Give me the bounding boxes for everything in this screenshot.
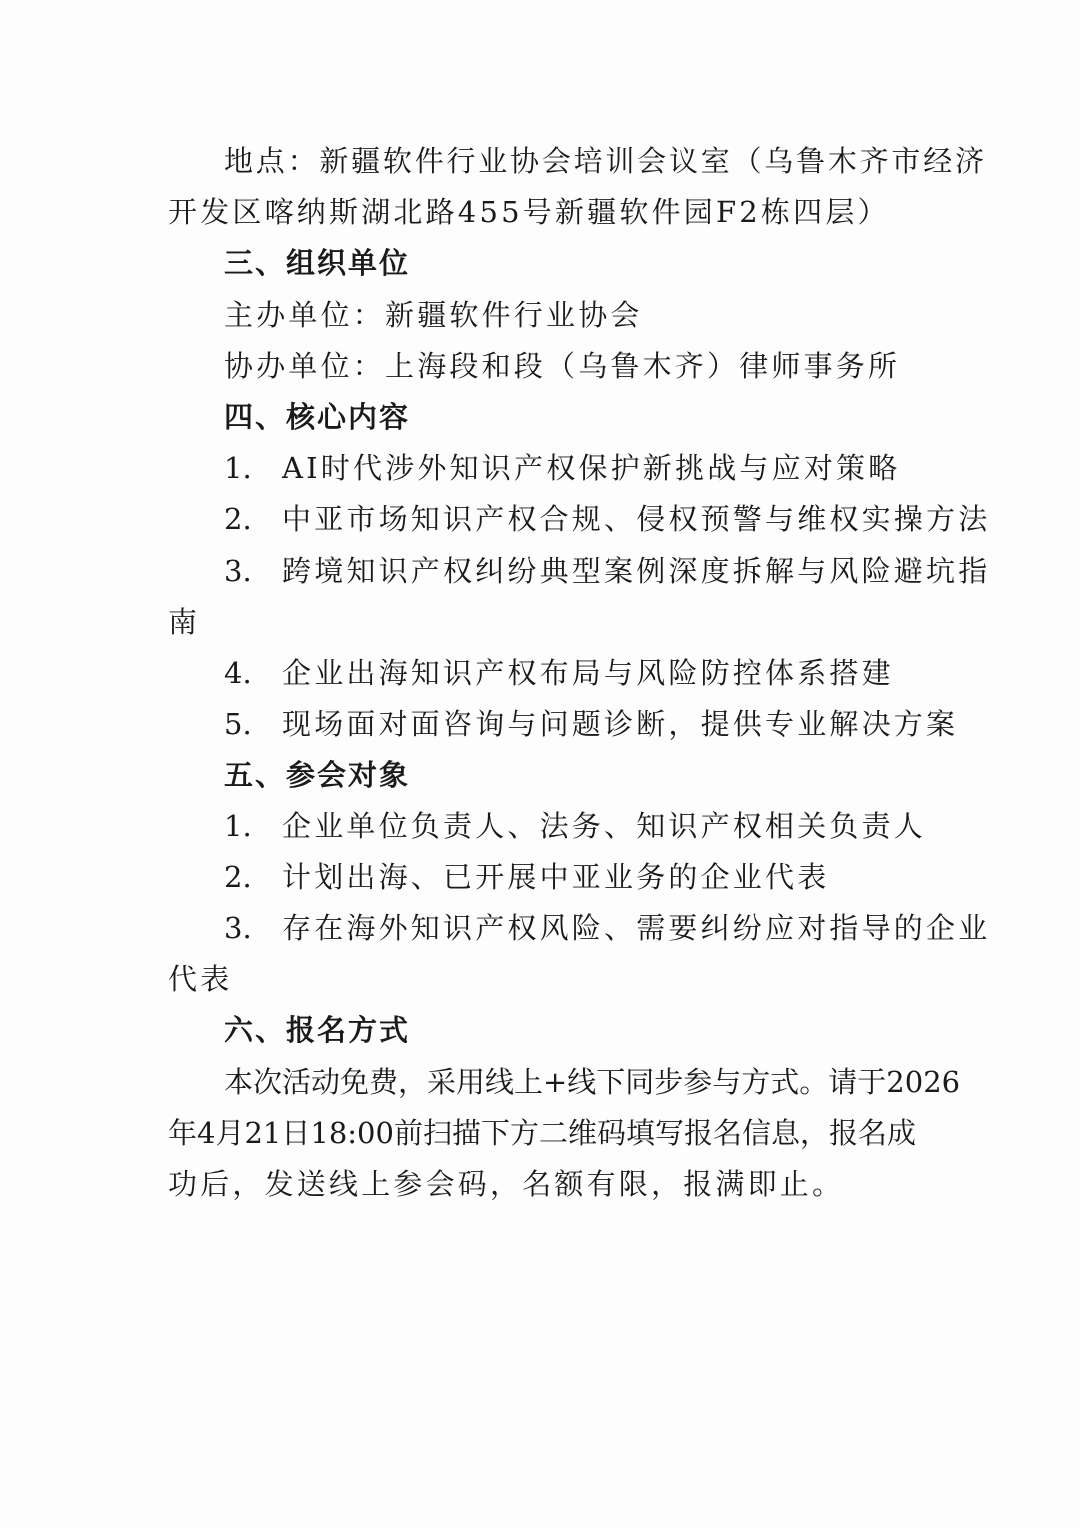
section-4-heading: 四、核心内容 [224, 400, 411, 434]
host-organizer: 主办单位：新疆软件行业协会 [224, 298, 643, 332]
item-number: 2. [224, 860, 252, 894]
location-line-2: 开发区喀纳斯湖北路455号新疆软件园F2栋四层） [168, 195, 890, 229]
content-item-3-continued: 南 [168, 605, 201, 639]
audience-item-2 [224, 852, 984, 903]
audience-item-1 [224, 801, 984, 852]
item-number: 3. [224, 554, 252, 588]
registration-line-1: 本次活动免费，采用线上+线下同步参与方式。请于2026 [224, 1065, 961, 1099]
item-number: 5. [224, 707, 252, 741]
content-item-2 [224, 494, 991, 545]
item-number: 1. [224, 809, 252, 843]
item-text: 存在海外知识产权风险、需要纠纷应对指导的企业 [282, 911, 991, 945]
content-item-5 [224, 699, 984, 750]
content-item-1 [224, 443, 984, 494]
item-text: AI时代涉外知识产权保护新挑战与应对策略 [282, 451, 901, 485]
section-3-heading: 三、组织单位 [224, 246, 411, 280]
location-line-1: 地点：新疆软件行业协会培训会议室（乌鲁木齐市经济 [224, 144, 984, 178]
item-text: 跨境知识产权纠纷典型案例深度拆解与风险避坑指 [282, 554, 991, 588]
audience-item-3-continued: 代表 [168, 962, 233, 996]
item-text: 企业单位负责人、法务、知识产权相关负责人 [282, 809, 927, 843]
item-number: 1. [224, 451, 252, 485]
item-number: 4. [224, 656, 252, 690]
item-text: 计划出海、已开展中亚业务的企业代表 [282, 860, 830, 894]
content-item-4 [224, 648, 984, 699]
section-5-heading: 五、参会对象 [224, 758, 411, 792]
item-text: 现场面对面咨询与问题诊断，提供专业解决方案 [282, 707, 959, 741]
item-text: 企业出海知识产权布局与风险防控体系搭建 [282, 656, 894, 690]
registration-line-2: 年4月21日18:00前扫描下方二维码填写报名信息，报名成 [168, 1116, 916, 1150]
item-text: 中亚市场知识产权合规、侵权预警与维权实操方法 [282, 502, 991, 536]
item-number: 2. [224, 502, 252, 536]
co-organizer: 协办单位：上海段和段（乌鲁木齐）律师事务所 [224, 349, 901, 383]
section-6-heading: 六、报名方式 [224, 1013, 411, 1047]
content-item-3 [224, 546, 991, 597]
registration-line-3: 功后，发送线上参会码，名额有限，报满即止。 [168, 1167, 845, 1201]
audience-item-3 [224, 903, 991, 954]
item-number: 3. [224, 911, 252, 945]
